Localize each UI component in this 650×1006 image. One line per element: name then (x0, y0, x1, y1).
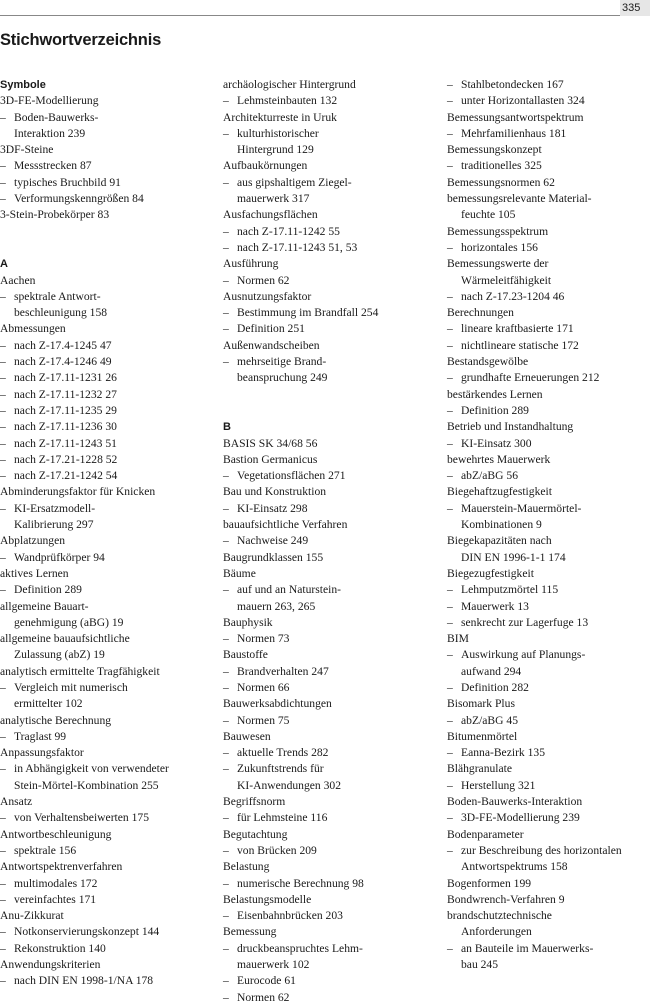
index-column-1 (0, 77, 214, 990)
index-entry (447, 191, 650, 224)
sub-entry: – aus gipshaltigem Ziegel- mauerwerk 317 (223, 175, 441, 208)
sub-entry: – Mauerstein-Mauermörtel- Kombinationen 9 (447, 501, 650, 534)
index-column-2 (223, 77, 441, 1006)
index-entry (223, 110, 441, 159)
sub-entry-continuation: Interaktion 239 (14, 126, 86, 140)
sub-entry: – 3D-FE-Modellierung 239 (447, 810, 650, 826)
entry-term-continuation: Wärmeleitfähigkeit (461, 273, 552, 287)
sub-entry: – Lehmsteinbauten 132 (223, 93, 441, 109)
sub-entry: – KI-Einsatz 298 (223, 501, 441, 517)
sub-entry-continuation: bau 245 (461, 958, 499, 972)
sub-entry: – Normen 66 (223, 680, 441, 696)
sub-entry: – nach Z-17.11-1235 29 (0, 403, 214, 419)
sub-entry-continuation: KI-Anwendungen 302 (237, 778, 341, 792)
entry-term: analytisch ermittelte Tragfähigkeit (0, 664, 160, 678)
entry-term: brandschutztechnische (447, 909, 552, 923)
page-number: 335 (620, 0, 650, 16)
sub-entry: – nach Z-17.11-1236 30 (0, 419, 214, 435)
index-entry (223, 615, 441, 648)
sub-entry: – numerische Berechnung 98 (223, 876, 441, 892)
entry-term: archäologischer Hintergrund (223, 78, 356, 91)
sub-entry-continuation: beschleunigung 158 (14, 306, 108, 320)
sub-entry: – nach Z-17.11-1243 51 (0, 436, 214, 452)
index-entry (223, 827, 441, 860)
sub-entry: – für Lehmsteine 116 (223, 810, 441, 826)
sub-entry: – traditionelles 325 (447, 158, 650, 174)
index-entry (0, 908, 214, 957)
index-entry (447, 876, 650, 892)
sub-entry-continuation: Kombinationen 9 (461, 518, 542, 532)
section-letter: B (223, 421, 231, 434)
sub-entry: – Definition 282 (447, 680, 650, 696)
sub-entry-continuation: Antwortspektrums 158 (461, 860, 568, 874)
sub-entry: – nichtlineare statische 172 (447, 338, 650, 354)
index-entry (447, 484, 650, 533)
sub-entry: – zur Beschreibung des horizontalen Antwortspektrums 158 (447, 843, 650, 876)
entry-term: aktives Lernen (0, 566, 69, 580)
entry-term: Bodenparameter (447, 827, 524, 841)
entry-term: 3D-FE-Modellierung (0, 94, 99, 108)
index-entry (223, 517, 441, 550)
entry-term-continuation: genehmigung (aBG) 19 (14, 615, 124, 629)
section-gap (0, 224, 214, 257)
index-entry (447, 696, 650, 729)
index-entry (447, 729, 650, 762)
sub-entry: – kulturhistorischer Hintergrund 129 (223, 126, 441, 159)
sub-entry: – von Brücken 209 (223, 843, 441, 859)
entry-term: Bauwesen (223, 729, 271, 743)
sub-entry-continuation: beanspruchung 249 (237, 371, 328, 385)
index-entry (0, 484, 214, 533)
index-entry (447, 256, 650, 305)
entry-term: 3-Stein-Probekörper 83 (0, 208, 110, 222)
index-entry (223, 892, 441, 925)
sub-entry: – Verformungskenngrößen 84 (0, 191, 214, 207)
index-entry (223, 436, 441, 452)
index-entry (447, 892, 650, 908)
index-entry (223, 794, 441, 827)
entry-term: Bastion Germanicus (223, 452, 318, 466)
entry-term: Bemessung (223, 925, 277, 939)
index-entry (0, 93, 214, 142)
sub-entry: – Definition 289 (0, 582, 214, 598)
sub-entry-continuation: ermittelter 102 (14, 697, 83, 711)
sub-entry-continuation: Stein-Mörtel-Kombination 255 (14, 778, 159, 792)
sub-entry: – Vegetationsflächen 271 (223, 468, 441, 484)
sub-entry: – Rekonstruktion 140 (0, 941, 214, 957)
sub-entry: – KI-Ersatzmodell- Kalibrierung 297 (0, 501, 214, 534)
index-entry (447, 354, 650, 387)
index-entry (223, 207, 441, 256)
sub-entry: – Auswirkung auf Planungs- aufwand 294 (447, 647, 650, 680)
index-entry (447, 794, 650, 827)
section-gap (223, 387, 441, 420)
index-entry (447, 387, 650, 420)
sub-entry: – an Bauteile im Mauerwerks- bau 245 (447, 941, 650, 974)
page-title: Stichwortverzeichnis (0, 31, 162, 49)
sub-entry: – lineare kraftbasierte 171 (447, 321, 650, 337)
entry-term: Biegehaftzugfestigkeit (447, 485, 552, 499)
index-entry (223, 647, 441, 696)
sub-entry-continuation: aufwand 294 (461, 664, 522, 678)
sub-entry: – nach Z-17.4-1246 49 (0, 354, 214, 370)
entry-term: Außenwandscheiben (223, 338, 320, 352)
sub-entry: – nach Z-17.23-1204 46 (447, 289, 650, 305)
sub-entry: – horizontales 156 (447, 240, 650, 256)
entry-term: Begutachtung (223, 827, 288, 841)
entry-term: Abmessungen (0, 322, 66, 336)
section-letter: A (0, 258, 8, 271)
entry-term: Antwortbeschleunigung (0, 827, 112, 841)
sub-entry: – Eisenbahnbrücken 203 (223, 908, 441, 924)
index-entry (447, 305, 650, 354)
sub-entry: – Bestimmung im Brandfall 254 (223, 305, 441, 321)
entry-term: Aachen (0, 273, 36, 287)
sub-entry: – nach Z-17.11-1231 26 (0, 370, 214, 386)
entry-term: Boden-Bauwerks-Interaktion (447, 795, 583, 809)
entry-term-continuation: Zulassung (abZ) 19 (14, 648, 105, 662)
index-entry (0, 745, 214, 794)
sub-entry-continuation: mauerwerk 102 (237, 958, 310, 972)
index-entry (223, 550, 441, 566)
entry-term: Bisomark Plus (447, 697, 515, 711)
index-entry (223, 338, 441, 387)
index-entry (223, 859, 441, 892)
entry-term: Biegezugfestigkeit (447, 566, 534, 580)
sub-entry: – nach Z-17.4-1245 47 (0, 338, 214, 354)
entry-term: Bemessungskonzept (447, 143, 542, 157)
entry-term: Bemessungsantwortspektrum (447, 110, 584, 124)
entry-term: Begriffsnorm (223, 795, 286, 809)
index-entry (0, 713, 214, 746)
sub-entry-continuation: mauerwerk 317 (237, 192, 310, 206)
index-entry (447, 908, 650, 973)
index-entry (447, 224, 650, 257)
entry-term: Baugrundklassen 155 (223, 550, 324, 564)
index-entry (447, 110, 650, 143)
index-entry (223, 566, 441, 615)
sub-entry: – KI-Einsatz 300 (447, 436, 650, 452)
sub-entry: – Normen 62 (223, 990, 441, 1006)
entry-term: Bitumenmörtel (447, 729, 518, 743)
entry-term: bestärkendes Lernen (447, 387, 543, 401)
index-entry (223, 924, 441, 1005)
entry-term: Antwortspektrenverfahren (0, 860, 123, 874)
index-entry (0, 142, 214, 207)
index-entry (0, 859, 214, 908)
entry-term: Berechnungen (447, 306, 514, 320)
index-entry (223, 158, 441, 207)
sub-entry: – Definition 251 (223, 321, 441, 337)
section-letter: Symbole (0, 79, 46, 91)
index-entry (447, 452, 650, 485)
entry-term: Bauwerksabdichtungen (223, 697, 332, 711)
entry-term: allgemeine bauaufsichtliche (0, 632, 130, 646)
entry-term: Anu-Zikkurat (0, 909, 64, 923)
sub-entry: – nach Z-17.11-1242 55 (223, 224, 441, 240)
index-entry (447, 827, 650, 876)
entry-term: Blähgranulate (447, 762, 513, 776)
index-entry (447, 175, 650, 191)
index-entry (0, 207, 214, 223)
sub-entry: – aktuelle Trends 282 (223, 745, 441, 761)
index-entry (0, 321, 214, 484)
sub-entry: – Herstellung 321 (447, 778, 650, 794)
entry-term: analytische Berechnung (0, 713, 112, 727)
entry-term: Baustoffe (223, 648, 268, 662)
sub-entry: – Boden-Bauwerks- Interaktion 239 (0, 110, 214, 143)
index-entry (223, 256, 441, 289)
sub-entry: – Normen 62 (223, 273, 441, 289)
entry-term: Biegekapazitäten nach (447, 534, 552, 548)
sub-entry: – Eanna-Bezirk 135 (447, 745, 650, 761)
sub-entry: – Zukunftstrends für KI-Anwendungen 302 (223, 761, 441, 794)
entry-term: 3DF-Steine (0, 143, 54, 157)
sub-entry: – auf und an Naturstein- mauern 263, 265 (223, 582, 441, 615)
entry-term: Aufbaukörnungen (223, 159, 308, 173)
index-entry (447, 419, 650, 452)
entry-term: Bestandsgewölbe (447, 355, 529, 369)
entry-term: Ausfachungsflächen (223, 208, 318, 222)
entry-term: BASIS SK 34/68 56 (223, 436, 318, 450)
sub-entry: – Notkonservierungskonzept 144 (0, 924, 214, 940)
sub-entry: – senkrecht zur Lagerfuge 13 (447, 615, 650, 631)
sub-entry: – nach Z-17.21-1228 52 (0, 452, 214, 468)
sub-entry: – druckbeanspruchtes Lehm- mauerwerk 102 (223, 941, 441, 974)
entry-term: Bemessungsspektrum (447, 224, 549, 238)
sub-entry: – Eurocode 61 (223, 973, 441, 989)
sub-entry: – Brandverhalten 247 (223, 664, 441, 680)
index-entry (447, 533, 650, 566)
sub-entry: – Traglast 99 (0, 729, 214, 745)
sub-entry: – Messstrecken 87 (0, 158, 214, 174)
entry-term-continuation: feuchte 105 (461, 208, 516, 222)
index-entry (223, 696, 441, 729)
index-entry (0, 533, 214, 566)
entry-term: Belastungsmodelle (223, 892, 312, 906)
sub-entry: – vereinfachtes 171 (0, 892, 214, 908)
sub-entry: – unter Horizontallasten 324 (447, 93, 650, 109)
index-entry (223, 77, 441, 110)
sub-entry: – Wandprüfkörper 94 (0, 550, 214, 566)
sub-entry: – von Verhaltensbeiwerten 175 (0, 810, 214, 826)
sub-entry-continuation: Kalibrierung 297 (14, 518, 94, 532)
sub-entry: – Stahlbetondecken 167 (447, 77, 650, 93)
index-entry (0, 664, 214, 713)
index-entry (0, 631, 214, 664)
entry-term: Bogenformen 199 (447, 876, 532, 890)
entry-term: Architekturreste in Uruk (223, 110, 337, 124)
entry-term: Abminderungsfaktor für Knicken (0, 485, 156, 499)
sub-entry: – mehrseitige Brand- beanspruchung 249 (223, 354, 441, 387)
index-entry (223, 484, 441, 517)
sub-entry: – Normen 75 (223, 713, 441, 729)
index-entry (447, 566, 650, 631)
sub-entry: – grundhafte Erneuerungen 212 (447, 370, 650, 386)
index-entry (0, 566, 214, 599)
index-entry (0, 794, 214, 827)
entry-term: Belastung (223, 860, 270, 874)
sub-entry: – nach Z-17.21-1242 54 (0, 468, 214, 484)
entry-term: Bäume (223, 566, 256, 580)
sub-entry: – spektrale Antwort- beschleunigung 158 (0, 289, 214, 322)
entry-term: Bauphysik (223, 615, 273, 629)
sub-entry: – abZ/aBG 56 (447, 468, 650, 484)
sub-entry: – Vergleich mit numerisch ermittelter 102 (0, 680, 214, 713)
sub-entry: – spektrale 156 (0, 843, 214, 859)
index-entry (447, 142, 650, 175)
sub-entry: – Mauerwerk 13 (447, 599, 650, 615)
sub-entry: – Normen 73 (223, 631, 441, 647)
entry-term: Bondwrench-Verfahren 9 (447, 892, 565, 906)
index-entry (0, 957, 214, 990)
entry-term: Bau und Konstruktion (223, 485, 327, 499)
index-entry (447, 631, 650, 696)
sub-entry: – nach Z-17.11-1232 27 (0, 387, 214, 403)
sub-entry: – multimodales 172 (0, 876, 214, 892)
index-entry (0, 599, 214, 632)
entry-term: allgemeine Bauart- (0, 599, 89, 613)
entry-term: Ausnutzungsfaktor (223, 289, 312, 303)
index-entry (223, 289, 441, 338)
index-entry (223, 729, 441, 794)
entry-term: Abplatzungen (0, 534, 66, 548)
index-entry (0, 273, 214, 322)
entry-term: Bemessungswerte der (447, 257, 549, 271)
entry-term: Ansatz (0, 795, 33, 809)
sub-entry: – abZ/aBG 45 (447, 713, 650, 729)
entry-term: bemessungsrelevante Material- (447, 192, 592, 206)
entry-term: Anpassungsfaktor (0, 746, 84, 760)
sub-entry: – Nachweise 249 (223, 533, 441, 549)
entry-term: BIM (447, 632, 469, 646)
entry-term: bewehrtes Mauerwerk (447, 452, 551, 466)
index-entry (0, 827, 214, 860)
sub-entry-continuation: Hintergrund 129 (237, 143, 314, 157)
index-entry (447, 77, 650, 110)
entry-term: Ausführung (223, 257, 279, 271)
sub-entry: – in Abhängigkeit von verwendeter Stein-Mörtel-Kombination 255 (0, 761, 214, 794)
sub-entry: – typisches Bruchbild 91 (0, 175, 214, 191)
entry-term: Betrieb und Instandhaltung (447, 420, 574, 434)
index-entry (223, 452, 441, 485)
sub-entry: – Mehrfamilienhaus 181 (447, 126, 650, 142)
header-rule (0, 15, 620, 16)
entry-term-continuation: Anforderungen (461, 925, 532, 939)
sub-entry: – nach Z-17.11-1243 51, 53 (223, 240, 441, 256)
entry-term: Anwendungskriterien (0, 958, 101, 972)
sub-entry-continuation: mauern 263, 265 (237, 599, 316, 613)
entry-term: bauaufsichtliche Verfahren (223, 518, 348, 532)
sub-entry: – Definition 289 (447, 403, 650, 419)
sub-entry: – Lehmputzmörtel 115 (447, 582, 650, 598)
entry-term-continuation: DIN EN 1996-1-1 174 (461, 550, 566, 564)
index-entry (447, 761, 650, 794)
index-column-3 (447, 77, 650, 973)
entry-term: Bemessungsnormen 62 (447, 175, 555, 189)
sub-entry: – nach DIN EN 1998-1/NA 178 (0, 973, 214, 989)
